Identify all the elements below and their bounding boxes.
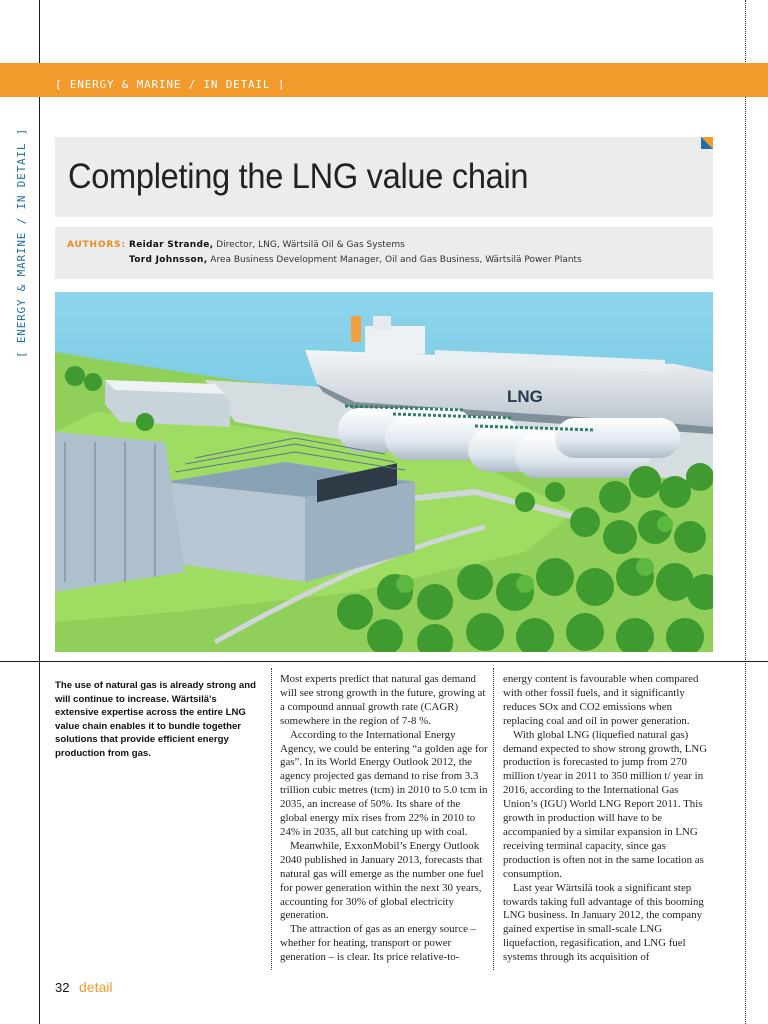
paragraph: Meanwhile, ExxonMobil’s Energy Outlook 2040 published in January 2013, forecasts that natural gas will emerge as the number one fuel for power generation within the next 30 years, accounting for 30% of global electricity generation. xyxy=(280,839,484,922)
corner-mark-icon xyxy=(701,137,713,149)
column-divider xyxy=(493,668,494,970)
page-number: 32 xyxy=(55,980,70,995)
author-name: Reidar Strande, xyxy=(129,240,214,250)
paragraph: energy content is favourable when compared with other fossil fuels, and it significantly reduces SOx and CO2 emissions when replacing coal and oil in power generation. xyxy=(503,673,699,727)
author-role: Area Business Development Manager, Oil and Gas Business, Wärtsilä Power Plants xyxy=(207,255,582,265)
article-title: Completing the LNG value chain xyxy=(68,157,529,196)
author-name: Tord Johnsson, xyxy=(129,255,208,265)
paragraph: With global LNG (liquefied natural gas) demand expected to show strong growth, LNG production is forecasted to jump from 270 million t/year in 2011 to 350 million t/ year in 2016, according to the International Gas Union’s (IGU) World LNG Report 2011. This growth in production will have to be accompanied by a similar expansion in LNG receiving terminal capacity, since gas production is often not in the same location as consumption. xyxy=(503,728,708,880)
right-margin-dotted-rule xyxy=(745,0,746,1024)
authors-panel xyxy=(55,227,713,279)
magazine-brand: detail xyxy=(79,979,113,995)
side-section-tag: [ ENERGY & MARINE / IN DETAIL ] xyxy=(15,127,28,358)
authors-label: AUTHORS: xyxy=(67,240,126,250)
paragraph: Last year Wärtsilä took a significant step towards taking full advantage of this booming LNG business. In January 2012, the company gained expertise in small-scale LNG liquefaction, regasification, and LNG fuel systems through its acquisition of xyxy=(503,881,704,964)
ship-hull-label: LNG xyxy=(507,387,543,406)
article-intro: The use of natural gas is already strong and will continue to increase. Wärtsilä's extensive expertise across the entire LNG value chain enables it to bundle together solutions that provide efficient energy production from gas. xyxy=(55,680,256,759)
author-line xyxy=(129,240,405,250)
title-panel xyxy=(55,137,713,217)
author-line xyxy=(129,255,582,265)
paragraph: The attraction of gas as an energy source – whether for heating, transport or power generation – is clear. Its price relative-to- xyxy=(280,923,477,964)
paragraph: According to the International Energy Agency, we could be entering “a golden age for gas”. In its World Energy Outlook 2012, the agency projected gas demand to rise from 3.3 trillion cubic metres (tcm) in 2010 to 5.0 tcm in 2035, an increase of 50%. Its share of the global energy mix rises from 22% in 2010 to 24% in 2035, all but catching up with coal. xyxy=(280,728,488,838)
section-band xyxy=(0,63,768,97)
section-tag: [ ENERGY & MARINE / IN DETAIL ] xyxy=(55,78,286,91)
left-margin-rule xyxy=(39,0,40,1024)
body-column-1 xyxy=(280,673,490,965)
column-divider xyxy=(271,668,272,970)
body-column-2 xyxy=(503,673,713,965)
horizontal-separator xyxy=(0,661,768,662)
lng-terminal-illustration xyxy=(55,292,713,652)
author-role: Director, LNG, Wärtsilä Oil & Gas Systems xyxy=(213,240,405,250)
paragraph: Most experts predict that natural gas demand will see strong growth in the future, growing at a compound annual growth rate (CAGR) somewhere in the region of 7-8 %. xyxy=(280,673,486,727)
